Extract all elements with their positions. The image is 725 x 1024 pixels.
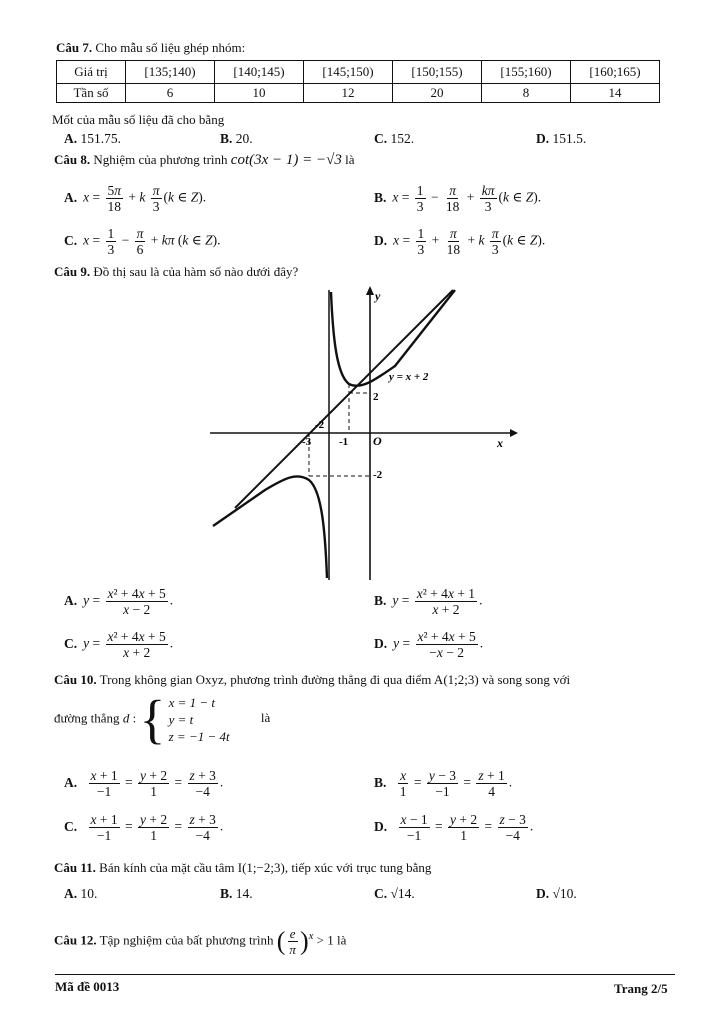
q8-option-c[interactable]: C. x = $\frac{1}{3}$ − $\frac{\pi}{6}$ + kπ (k ∈ Z).	[64, 226, 221, 257]
q7-option-d[interactable]: D. 151.5.	[536, 131, 587, 146]
q10-option-a[interactable]: A. $\frac{x + 1}{-1}$ = $\frac{y + 2}{1}$ = $\frac{z + 3}{-4}$ .	[64, 768, 224, 799]
q7-question: Mốt của mẫu số liệu đã cho bằng	[52, 112, 225, 127]
tick-label: -2	[315, 419, 325, 431]
table-row	[57, 84, 660, 103]
q10-option-c[interactable]: C. $\frac{x + 1}{-1}$ = $\frac{y + 2}{1}$ = $\frac{z + 3}{-4}$ .	[64, 812, 224, 843]
q8-option-b[interactable]: B. x = $\frac{1}{3}$ − $\frac{\pi}{18}$ + $\frac{k\pi}{3}$ (k ∈ Z).	[374, 183, 542, 214]
frequency-table	[56, 60, 660, 103]
table-cell: [140;145)	[215, 61, 304, 84]
table-cell: [145;150)	[304, 61, 393, 84]
y-axis-label: y	[375, 289, 381, 303]
table-cell: Giá trị	[57, 61, 126, 84]
y-axis-arrow	[366, 286, 374, 295]
q11-option-d[interactable]: D. √10.	[536, 886, 577, 901]
table-cell: [150;155)	[393, 61, 482, 84]
q11-option-c[interactable]: C. √14.	[374, 886, 415, 901]
q8-option-a[interactable]: A. x = $\frac{5\pi}{18}$ + k $\frac{\pi}{3}$ (k ∈ Z).	[64, 183, 207, 214]
q10-option-d[interactable]: D. $\frac{x - 1}{-1}$ = $\frac{y + 2}{1}$ = $\frac{z - 3}{-4}$ .	[374, 812, 534, 843]
q9-option-b[interactable]: B. y = $\frac{\text{x² + 4x + 1}}{x + 2}$ .	[374, 586, 483, 617]
q10-option-b[interactable]: B. $\frac{x}{1}$ = $\frac{y - 3}{-1}$ = $\frac{z + 1}{4}$ .	[374, 768, 513, 799]
table-cell: Tần số	[57, 84, 126, 103]
table-cell: 14	[571, 84, 660, 103]
x-axis-arrow	[510, 429, 518, 437]
table-row	[57, 61, 660, 84]
oblique-asymptote	[235, 290, 453, 508]
table-cell: 8	[482, 84, 571, 103]
asymptote-label: y = x + 2	[389, 371, 429, 383]
footer-divider	[55, 974, 675, 975]
table-cell: 6	[126, 84, 215, 103]
q7-option-b[interactable]: B. 20.	[220, 131, 253, 146]
table-cell: [155;160)	[482, 61, 571, 84]
q11-option-a[interactable]: A. 10.	[64, 886, 98, 901]
x-axis-label: x	[497, 436, 503, 450]
exam-code: Mã đề 0013	[55, 979, 120, 994]
table-cell: [135;140)	[126, 61, 215, 84]
table-cell: [160;165)	[571, 61, 660, 84]
q7-option-a[interactable]: A. 151.75.	[64, 131, 121, 146]
tick-label: -2	[373, 469, 383, 481]
q11-heading: Câu 11. Bán kính của mặt cầu tâm I(1;−2;3), tiếp xúc với trục tung bằng	[54, 860, 432, 875]
line-system: x = 1 − t y = t z = −1 − 4t	[168, 695, 230, 744]
q9-option-a[interactable]: A. y = $\frac{\text{x² + 4x + 5}}{x - 2}$ .	[64, 586, 174, 617]
table-cell: 20	[393, 84, 482, 103]
curve-lower-branch	[213, 476, 327, 578]
q9-option-d[interactable]: D. y = $\frac{\text{x² + 4x + 5}}{-x - 2}$ .	[374, 629, 484, 660]
table-cell: 10	[215, 84, 304, 103]
q9-option-c[interactable]: C. y = $\frac{\text{x² + 4x + 5}}{x + 2}$ .	[64, 629, 174, 660]
q8-option-d[interactable]: D. x = $\frac{1}{3}$ + $\frac{\pi}{18}$ + k $\frac{\pi}{3}$ (k ∈ Z).	[374, 226, 546, 257]
brace: {	[139, 689, 166, 750]
q7-heading: Câu 7. Cho mẫu số liệu ghép nhóm:	[56, 40, 246, 55]
q11-option-b[interactable]: B. 14.	[220, 886, 253, 901]
function-graph	[205, 280, 525, 585]
page-number: Trang 2/5	[614, 981, 668, 996]
q8-equation: cot(3x − 1) = −√3	[230, 152, 342, 168]
q10-heading: Câu 10. Trong không gian Oxyz, phương trình đường thẳng đi qua điểm A(1;2;3) và song song với	[54, 672, 571, 687]
q7-option-c[interactable]: C. 152.	[374, 131, 415, 146]
tick-label: 2	[373, 391, 379, 403]
q10-line-d: đường thẳng d : { x = 1 − t y = t z = −1 − 4t là	[54, 689, 271, 750]
origin-label: O	[373, 434, 382, 448]
q12-heading: Câu 12. Tập nghiệm của bất phương trình ( $\frac{e}{\pi}$ )$^x$ > 1 là	[54, 926, 347, 957]
table-cell: 12	[304, 84, 393, 103]
tick-label: -1	[339, 436, 349, 448]
q9-heading: Câu 9. Đồ thị sau là của hàm số nào dưới đây?	[54, 264, 299, 279]
tick-label: -3	[302, 436, 312, 448]
q8-heading: Câu 8. Nghiệm của phương trình cot(3x − 1) = −√3 là	[54, 152, 355, 168]
